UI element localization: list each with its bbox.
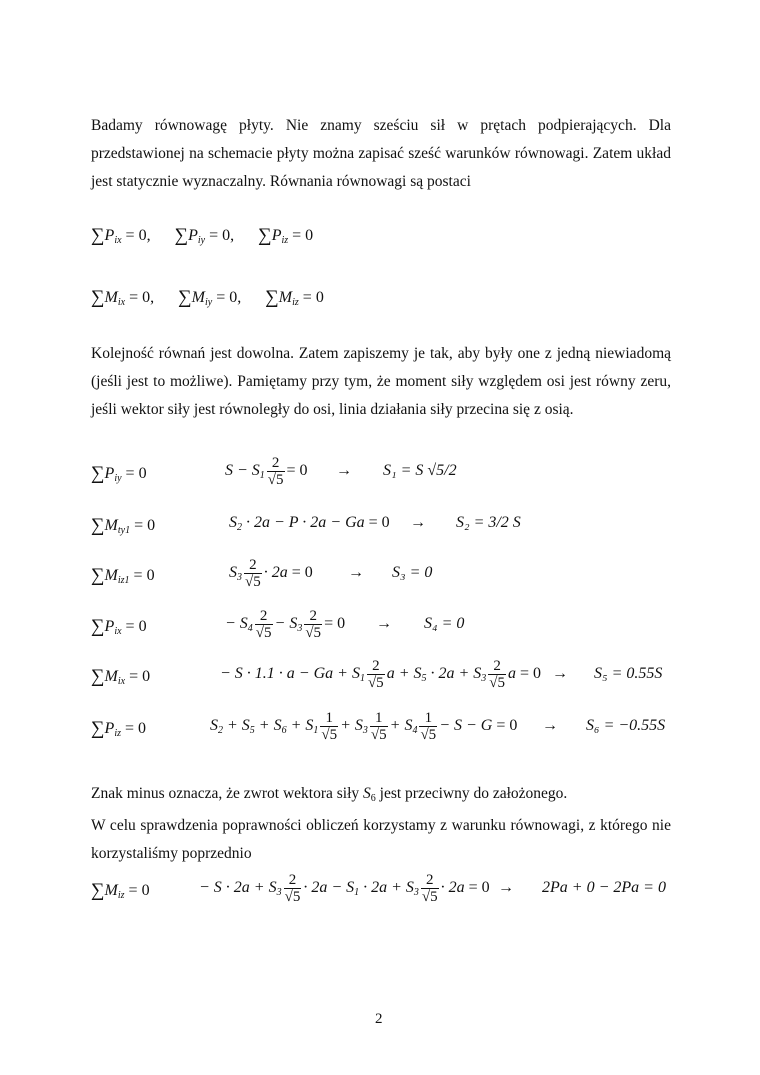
- general-moment-equations: $\sum M_{ix} = 0$, $\sum M_{iy} = 0$, $\sum M_{iz} = 0$: [91, 287, 324, 308]
- arrow-icon: →: [410, 514, 426, 531]
- eq4-lhs: $\sum P_{ix} = 0$: [91, 616, 147, 637]
- eq3-body: $S_3$ $\frac{2}{√5}$ · 2a = 0: [229, 557, 313, 590]
- eq4-body: − $S_4$ $\frac{2}{√5}$ − $S_3$ $\frac{2}{√5}$ = 0: [225, 608, 346, 641]
- eq5-lhs: $\sum M_{ix} = 0$: [91, 666, 151, 687]
- eq6-lhs: $\sum P_{iz} = 0$: [91, 718, 147, 739]
- check-paragraph: W celu sprawdzenia poprawności obliczeń korzystamy z warunku równowagi, z którego nie korzystaliśmy poprzednio: [91, 817, 671, 862]
- eq2-lhs: $\sum M_{ty1} = 0$: [91, 515, 156, 536]
- minus-note: Znak minus oznacza, że zwrot wektora siły $S_6$ jest przeciwny do założonego.: [91, 785, 568, 804]
- arrow-icon: →: [552, 665, 568, 682]
- arrow-icon: →: [542, 717, 558, 734]
- arrow-icon: →: [498, 879, 514, 896]
- arrow-icon: →: [348, 564, 364, 581]
- page-number: 2: [375, 1011, 383, 1027]
- check-lhs: $\sum M_{iz} = 0$: [91, 880, 150, 901]
- eq2-result: S₂ = 3/2 S: [456, 514, 521, 531]
- eq1-result: S₁ = S √5/2: [383, 462, 457, 479]
- eq6-result: S₆ = −0.55S: [586, 717, 666, 734]
- eq5-result: S₅ = 0.55S: [594, 665, 663, 682]
- check-result: 2Pa + 0 − 2Pa = 0: [542, 879, 666, 896]
- eq6-body: $S_2 + S_5 + S_6 + S_1$ $\frac{1}{√5}$ + $S_3$ $\frac{1}{√5}$ + $S_4$ $\frac{1}{√5}$ − S − G = 0: [210, 710, 518, 743]
- order-paragraph: Kolejność równań jest dowolna. Zatem zapiszemy je tak, aby były one z jedną niewiadomą (jeśli jest to możliwe). Pamiętamy przy tym, że moment siły względem osi jest równy zeru, jeśli wektor siły jest równoległy do osi, linia działania siły przecina się z osią.: [91, 345, 671, 418]
- eq5-body: − $S \cdot 1.1 \cdot a - Ga + S_1$ $\frac{2}{√5}$ $a + S_5 \cdot 2a + S_3$ $\frac{2}{√5}$ a = 0: [220, 658, 542, 691]
- check-body: − $S \cdot 2a + S_3$ $\frac{2}{√5}$ · $2a - S_1 \cdot 2a + S_3$ $\frac{2}{√5}$ · 2a = 0: [199, 872, 490, 905]
- intro-paragraph: Badamy równowagę płyty. Nie znamy sześciu sił w prętach podpierających. Dla przedstawionej na schemacie płyty można zapisać sześć warunków równowagi. Zatem układ jest statycznie wyznaczalny. Równania równowagi są postaci: [91, 117, 671, 190]
- arrow-icon: →: [336, 462, 352, 479]
- eq1-body: $S - S_1$ $\frac{2}{√5}$ = 0: [225, 455, 308, 488]
- arrow-icon: →: [376, 615, 392, 632]
- eq3-result: S₃ = 0: [392, 564, 433, 581]
- eq2-body: $S_2 \cdot 2a - P \cdot 2a - Ga = 0$: [229, 514, 390, 533]
- eq1-lhs: $\sum P_{iy} = 0$: [91, 463, 147, 484]
- general-force-equations: $\sum P_{ix} = 0$, $\sum P_{iy} = 0$, $\sum P_{iz} = 0$: [91, 225, 314, 246]
- eq3-lhs: $\sum M_{iz1} = 0$: [91, 565, 155, 586]
- eq4-result: S₄ = 0: [424, 615, 465, 632]
